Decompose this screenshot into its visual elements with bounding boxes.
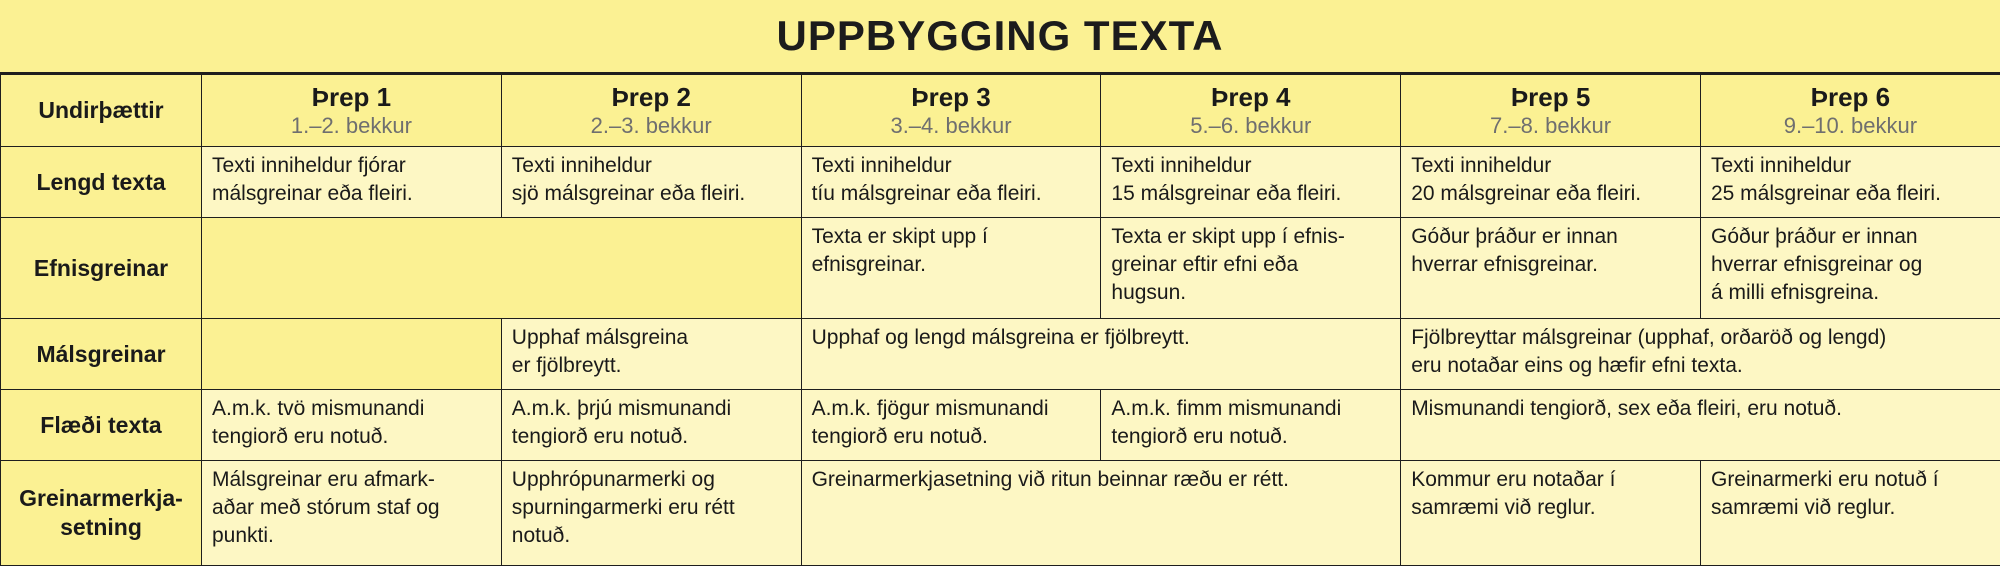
criteria-text: Góður þráður er innan hverrar efnisgreinar og á milli efnisgreina. (1711, 223, 1990, 307)
step-title: Þrep 3 (802, 82, 1101, 112)
criteria-text: Greinarmerkjasetning við ritun beinnar ræðu er rétt. (812, 466, 1391, 494)
criteria-cell (801, 390, 1101, 461)
step-header-3 (801, 75, 1101, 147)
criteria-cell (801, 461, 1401, 566)
criteria-text: Fjölbreyttar málsgreinar (upphaf, orðaröð og lengd) eru notaðar eins og hæfir efni texta. (1411, 324, 1990, 380)
row-label (1, 147, 202, 218)
criteria-text: A.m.k. fimm mismunandi tengiorð eru notuð. (1111, 395, 1390, 451)
criteria-text: A.m.k. tvö mismunandi tengiorð eru notuð. (212, 395, 491, 451)
page-title: UPPBYGGING TEXTA (777, 12, 1224, 60)
criteria-text: Texti inniheldur 20 málsgreinar eða fleiri. (1411, 152, 1690, 208)
criteria-cell (1700, 461, 2000, 566)
criteria-cell (501, 319, 801, 390)
criteria-text: Texti inniheldur tíu málsgreinar eða fleiri. (812, 152, 1091, 208)
row-greinarmerkjasetning (1, 461, 2000, 566)
criteria-cell (202, 390, 502, 461)
criteria-cell (501, 147, 801, 218)
criteria-cell (801, 147, 1101, 218)
step-header-4 (1101, 75, 1401, 147)
step-title: Þrep 2 (502, 82, 801, 112)
step-header-6 (1700, 75, 2000, 147)
criteria-text: A.m.k. fjögur mismunandi tengiorð eru notuð. (812, 395, 1091, 451)
step-title: Þrep 5 (1401, 82, 1700, 112)
row-efnisgreinar (1, 218, 2000, 319)
criteria-text: Texta er skipt upp í efnis- greinar eftir efni eða hugsun. (1111, 223, 1390, 307)
row-label (1, 218, 202, 319)
criteria-cell (202, 461, 502, 566)
criteria-text: Texta er skipt upp í efnisgreinar. (812, 223, 1091, 279)
step-grade: 1.–2. bekkur (202, 112, 501, 140)
row-label-text: Málsgreinar (36, 341, 165, 367)
criteria-text: Upphaf málsgreina er fjölbreytt. (512, 324, 791, 380)
criteria-cell (1401, 461, 1701, 566)
criteria-text: A.m.k. þrjú mismunandi tengiorð eru notuð. (512, 395, 791, 451)
row-label-text: Greinarmerkja- setning (19, 485, 183, 540)
row-malsgreinar (1, 319, 2000, 390)
step-header-2 (501, 75, 801, 147)
criteria-cell (1401, 147, 1701, 218)
header-label-cell (1, 75, 202, 147)
row-lengd-texta (1, 147, 2000, 218)
step-title: Þrep 1 (202, 82, 501, 112)
criteria-cell (202, 147, 502, 218)
step-grade: 5.–6. bekkur (1101, 112, 1400, 140)
title-bar (0, 0, 2000, 74)
step-grade: 2.–3. bekkur (502, 112, 801, 140)
criteria-cell (1101, 218, 1401, 319)
criteria-text: Texti inniheldur fjórar málsgreinar eða fleiri. (212, 152, 491, 208)
row-flaedi-texta (1, 390, 2000, 461)
row-label-text: Lengd texta (36, 169, 165, 195)
criteria-text: Málsgreinar eru afmark- aðar með stórum staf og punkti. (212, 466, 491, 550)
row-label (1, 461, 202, 566)
column-header-label: Undirþættir (38, 97, 163, 123)
criteria-cell (1101, 390, 1401, 461)
criteria-text: Texti inniheldur 15 málsgreinar eða fleiri. (1111, 152, 1390, 208)
criteria-text: Kommur eru notaðar í samræmi við reglur. (1411, 466, 1690, 522)
criteria-text: Mismunandi tengiorð, sex eða fleiri, eru notuð. (1411, 395, 1990, 423)
criteria-cell (501, 390, 801, 461)
row-label-text: Efnisgreinar (34, 255, 168, 281)
header-row (1, 75, 2000, 147)
row-label-text: Flæði texta (40, 412, 161, 438)
criteria-cell (801, 319, 1401, 390)
criteria-cell (501, 461, 801, 566)
criteria-cell (1401, 390, 2000, 461)
criteria-cell (801, 218, 1101, 319)
criteria-cell (1101, 147, 1401, 218)
step-title: Þrep 6 (1701, 82, 2000, 112)
criteria-text: Greinarmerki eru notuð í samræmi við reglur. (1711, 466, 1990, 522)
step-grade: 9.–10. bekkur (1701, 112, 2000, 140)
criteria-text: Góður þráður er innan hverrar efnisgreinar. (1411, 223, 1690, 279)
row-label (1, 319, 202, 390)
criteria-text: Texti inniheldur 25 málsgreinar eða fleiri. (1711, 152, 1990, 208)
criteria-text: Texti inniheldur sjö málsgreinar eða fleiri. (512, 152, 791, 208)
empty-cell (202, 319, 502, 390)
criteria-text: Upphrópunarmerki og spurningarmerki eru rétt notuð. (512, 466, 791, 550)
step-header-5 (1401, 75, 1701, 147)
step-header-1 (202, 75, 502, 147)
row-label (1, 390, 202, 461)
criteria-cell (1401, 319, 2000, 390)
empty-cell (202, 218, 802, 319)
rubric-table (0, 74, 2000, 566)
criteria-text: Upphaf og lengd málsgreina er fjölbreytt. (812, 324, 1391, 352)
step-title: Þrep 4 (1101, 82, 1400, 112)
criteria-cell (1700, 218, 2000, 319)
step-grade: 7.–8. bekkur (1401, 112, 1700, 140)
criteria-cell (1700, 147, 2000, 218)
step-grade: 3.–4. bekkur (802, 112, 1101, 140)
criteria-cell (1401, 218, 1701, 319)
